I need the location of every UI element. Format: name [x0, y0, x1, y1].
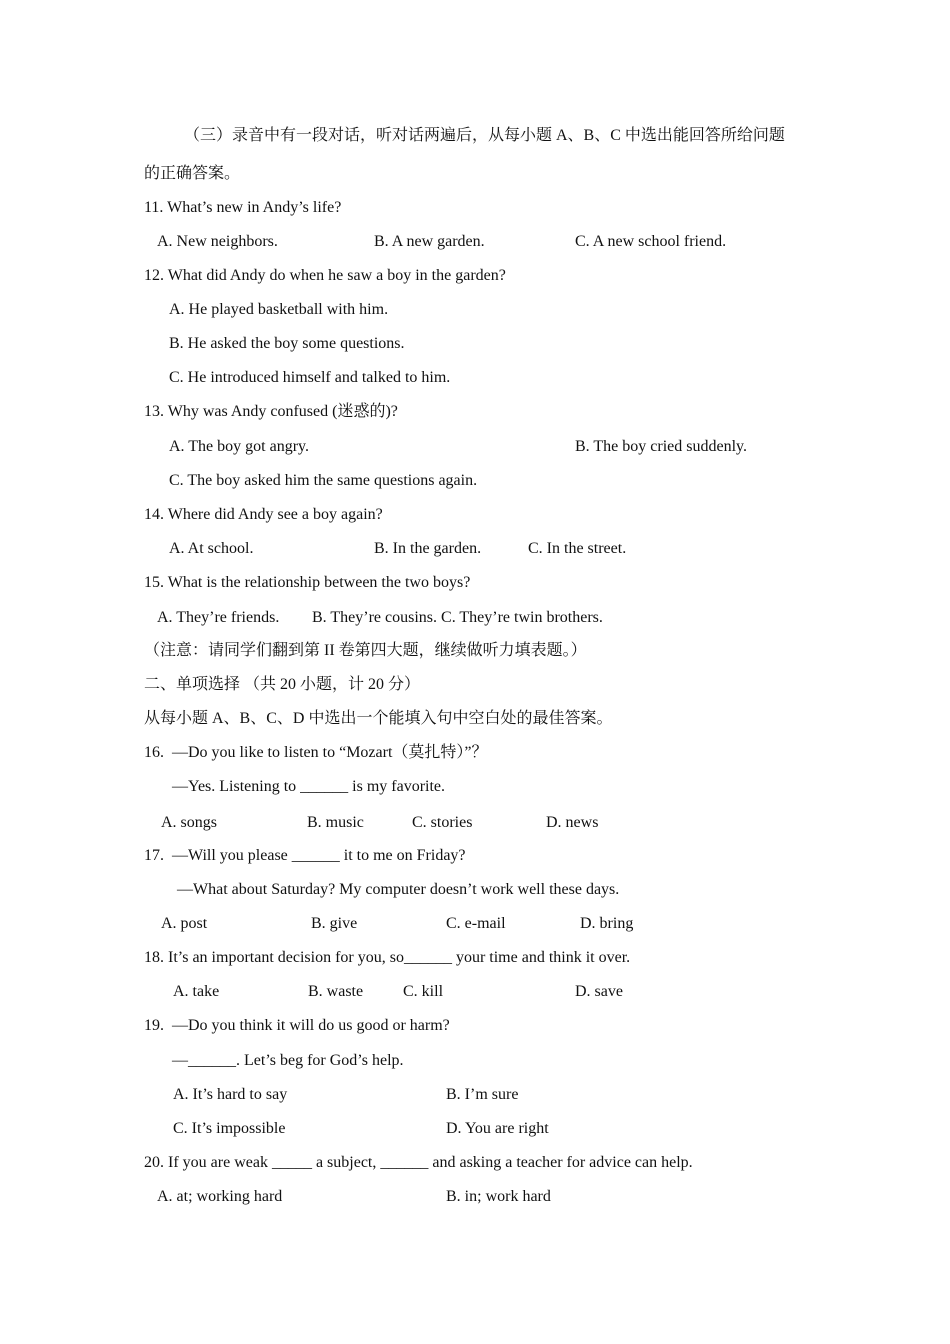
q14-stem: 14. Where did Andy see a boy again? [144, 506, 383, 523]
listening-note: （注意：请同学们翻到第 II 卷第四大题，继续做听力填表题。） [144, 642, 587, 659]
q16-option-b: B. music [307, 814, 364, 831]
q14-option-b: B. In the garden. [374, 540, 482, 557]
q17-line2: —What about Saturday? My computer doesn’t work well these days. [177, 881, 620, 898]
q17-option-c: C. e-mail [446, 915, 506, 932]
q12-option-a: A. He played basketball with him. [169, 301, 389, 318]
q14-option-a: A. At school. [169, 540, 254, 557]
q18-option-a: A. take [173, 983, 220, 1000]
q16-line2: —Yes. Listening to ______ is my favorite. [172, 778, 446, 795]
q13-option-a: A. The boy got angry. [169, 438, 309, 455]
q19-option-c: C. It’s impossible [173, 1120, 286, 1137]
q12-option-b: B. He asked the boy some questions. [169, 335, 405, 352]
q19-option-a: A. It’s hard to say [173, 1086, 288, 1103]
q17-option-b: B. give [311, 915, 358, 932]
q14-option-c: C. In the street. [528, 540, 627, 557]
q16-line1: 16. —Do you like to listen to “Mozart（莫扎特）”？ [144, 744, 488, 761]
q11-stem: 11. What’s new in Andy’s life? [144, 199, 342, 216]
q17-option-d: D. bring [580, 915, 634, 932]
q20-option-a: A. at; working hard [157, 1188, 283, 1205]
q15-option-a: A. They’re friends. [157, 609, 280, 626]
q13-stem: 13. Why was Andy confused (迷惑的)? [144, 403, 398, 420]
q20-option-b: B. in; work hard [446, 1188, 551, 1205]
q18-option-b: B. waste [308, 983, 364, 1000]
q15-stem: 15. What is the relationship between the two boys? [144, 574, 471, 591]
q19-line1: 19. —Do you think it will do us good or harm? [144, 1017, 450, 1034]
q15-option-bc: B. They’re cousins. C. They’re twin brothers. [312, 609, 603, 626]
q12-option-c: C. He introduced himself and talked to him. [169, 369, 451, 386]
q16-option-d: D. news [546, 814, 599, 831]
section2-title: 二、单项选择 （共 20 小题，计 20 分） [144, 676, 421, 693]
q17-option-a: A. post [161, 915, 208, 932]
q19-option-b: B. I’m sure [446, 1086, 519, 1103]
q18-option-c: C. kill [403, 983, 444, 1000]
q16-option-a: A. songs [161, 814, 218, 831]
q16-option-c: C. stories [412, 814, 473, 831]
q13-option-b: B. The boy cried suddenly. [575, 438, 747, 455]
q13-option-c: C. The boy asked him the same questions again. [169, 472, 478, 489]
q19-line2: —______. Let’s beg for God’s help. [172, 1052, 404, 1069]
q11-option-a: A. New neighbors. [157, 233, 278, 250]
q11-option-b: B. A new garden. [374, 233, 485, 250]
q20-line1: 20. If you are weak _____ a subject, ______ and asking a teacher for advice can help. [144, 1154, 693, 1171]
q12-stem: 12. What did Andy do when he saw a boy in the garden? [144, 267, 506, 284]
q18-option-d: D. save [575, 983, 623, 1000]
q19-option-d: D. You are right [446, 1120, 549, 1137]
section3-intro-line1: （三）录音中有一段对话，听对话两遍后，从每小题 A、B、C 中选出能回答所给问题 [184, 127, 785, 144]
q11-option-c: C. A new school friend. [575, 233, 727, 250]
q17-line1: 17. —Will you please ______ it to me on Friday? [144, 847, 466, 864]
section3-intro-line2: 的正确答案。 [144, 165, 241, 182]
section2-instruction: 从每小题 A、B、C、D 中选出一个能填入句中空白处的最佳答案。 [144, 710, 613, 727]
q18-line1: 18. It’s an important decision for you, so______ your time and think it over. [144, 949, 631, 966]
